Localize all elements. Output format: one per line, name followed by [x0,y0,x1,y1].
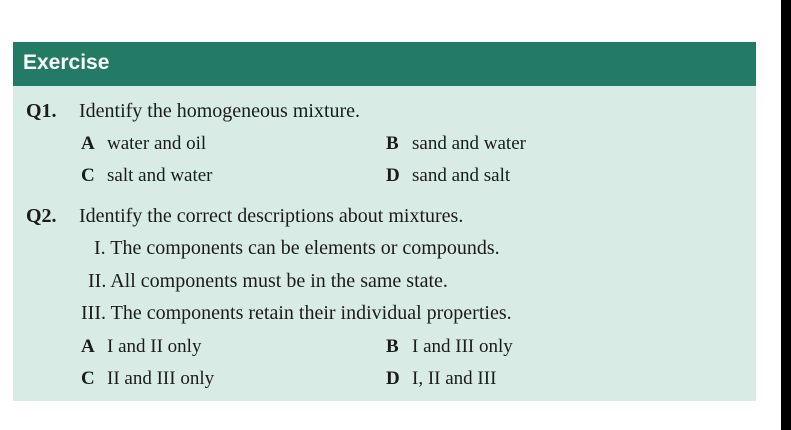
q2-statement-2: II. All components must be in the same state. [88,270,448,292]
option-text: II and III only [107,368,215,389]
q1-option-a[interactable] [81,133,206,155]
exercise-header [13,42,756,86]
q2-statement-3: III. The components retain their individual properties. [81,302,512,324]
option-text: I and III only [412,336,513,357]
option-text: I and II only [107,336,202,357]
option-letter: B [386,336,399,357]
q2-option-d[interactable] [386,368,496,390]
question-1-text: Identify the homogeneous mixture. [79,100,361,122]
option-letter: A [81,133,95,154]
option-text: sand and water [412,133,526,154]
option-letter: D [386,368,400,389]
option-letter: A [81,336,95,357]
exercise-title: Exercise [23,51,110,74]
option-letter: C [81,165,95,186]
option-text: water and oil [107,133,207,154]
window-edge [781,0,791,430]
q2-option-c[interactable] [81,368,214,390]
option-letter: C [81,368,95,389]
q2-option-b[interactable] [386,336,513,358]
option-letter: B [386,133,399,154]
question-2-number: Q2. [26,205,57,227]
option-text: salt and water [107,165,213,186]
question-2-text: Identify the correct descriptions about mixtures. [79,205,464,227]
option-text: I, II and III [412,368,497,389]
q1-option-c[interactable] [81,165,213,187]
question-1-number: Q1. [26,100,57,122]
exercise-panel [13,42,756,401]
q1-option-b[interactable] [386,133,526,155]
option-letter: D [386,165,400,186]
q2-statement-1: I. The components can be elements or compounds. [94,237,500,259]
q1-option-d[interactable] [386,165,510,187]
option-text: sand and salt [412,165,511,186]
q2-option-a[interactable] [81,336,201,358]
